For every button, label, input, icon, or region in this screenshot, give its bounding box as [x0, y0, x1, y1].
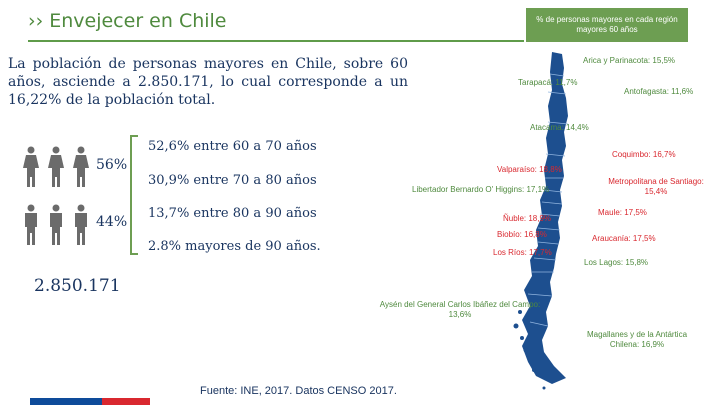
region-atacama: Atacama: 14,4%: [530, 123, 589, 132]
region-arica: Arica y Parinacota: 15,5%: [583, 56, 676, 65]
region-araucania: Araucanía: 17,5%: [592, 234, 656, 243]
age-70-80: 30,9% entre 70 a 80 años: [148, 173, 317, 188]
age-bracket: [130, 135, 138, 255]
region-ohiggins: Libertador Bernardo O' Higgins: 17,1%: [412, 185, 550, 194]
male-figures: [20, 204, 92, 251]
age-90-plus: 2.8% mayores de 90 años.: [148, 239, 321, 254]
region-los-lagos: Los Lagos: 15,8%: [584, 258, 649, 267]
title-underline: [28, 40, 524, 42]
region-coquimbo: Coquimbo: 16,7%: [612, 150, 676, 159]
legend-text: % de personas mayores en cada región mayores 60 años: [536, 15, 678, 34]
region-nuble: Ñuble: 18,9%: [503, 214, 552, 223]
female-figures: [20, 146, 92, 193]
man-figure-icon: [20, 204, 92, 246]
region-valparaiso: Valparaíso: 18,8%: [497, 165, 562, 174]
age-60-70: 52,6% entre 60 a 70 años: [148, 139, 317, 154]
intro-paragraph: La población de personas mayores en Chile, sobre 60 años, asciende a 2.850.171, lo cual corresponde a un 16,22% de la población total.: [8, 56, 408, 108]
age-80-90: 13,7% entre 80 a 90 años: [148, 206, 317, 221]
woman-figure-icon: [20, 146, 92, 188]
page-title: ›› Envejecer en Chile: [28, 10, 227, 32]
total-population: 2.850.171: [34, 276, 121, 296]
region-los-rios: Los Ríos: 17,7%: [493, 248, 552, 257]
region-antofagasta: Antofagasta: 11,6%: [624, 87, 694, 96]
source-note: Fuente: INE, 2017. Datos CENSO 2017.: [200, 385, 397, 397]
region-metropolitana: Metropolitana de Santiago: 15,4%: [608, 177, 704, 196]
region-tarapaca: Tarapacá: 11,7%: [518, 78, 578, 87]
male-percent: 44%: [96, 214, 128, 230]
footer-bar-red: [102, 398, 150, 405]
footer-bar-blue: [30, 398, 102, 405]
region-maule: Maule: 17,5%: [598, 208, 647, 217]
female-percent: 56%: [96, 157, 128, 173]
region-aysen: Aysén del General Carlos Ibáñez del Campo: 13,6%: [379, 300, 541, 319]
region-magallanes: Magallanes y de la Antártica Chilena: 16,9%: [586, 330, 688, 349]
region-biobio: Biobío: 16,8%: [497, 230, 547, 239]
map-legend-box: [526, 8, 688, 42]
